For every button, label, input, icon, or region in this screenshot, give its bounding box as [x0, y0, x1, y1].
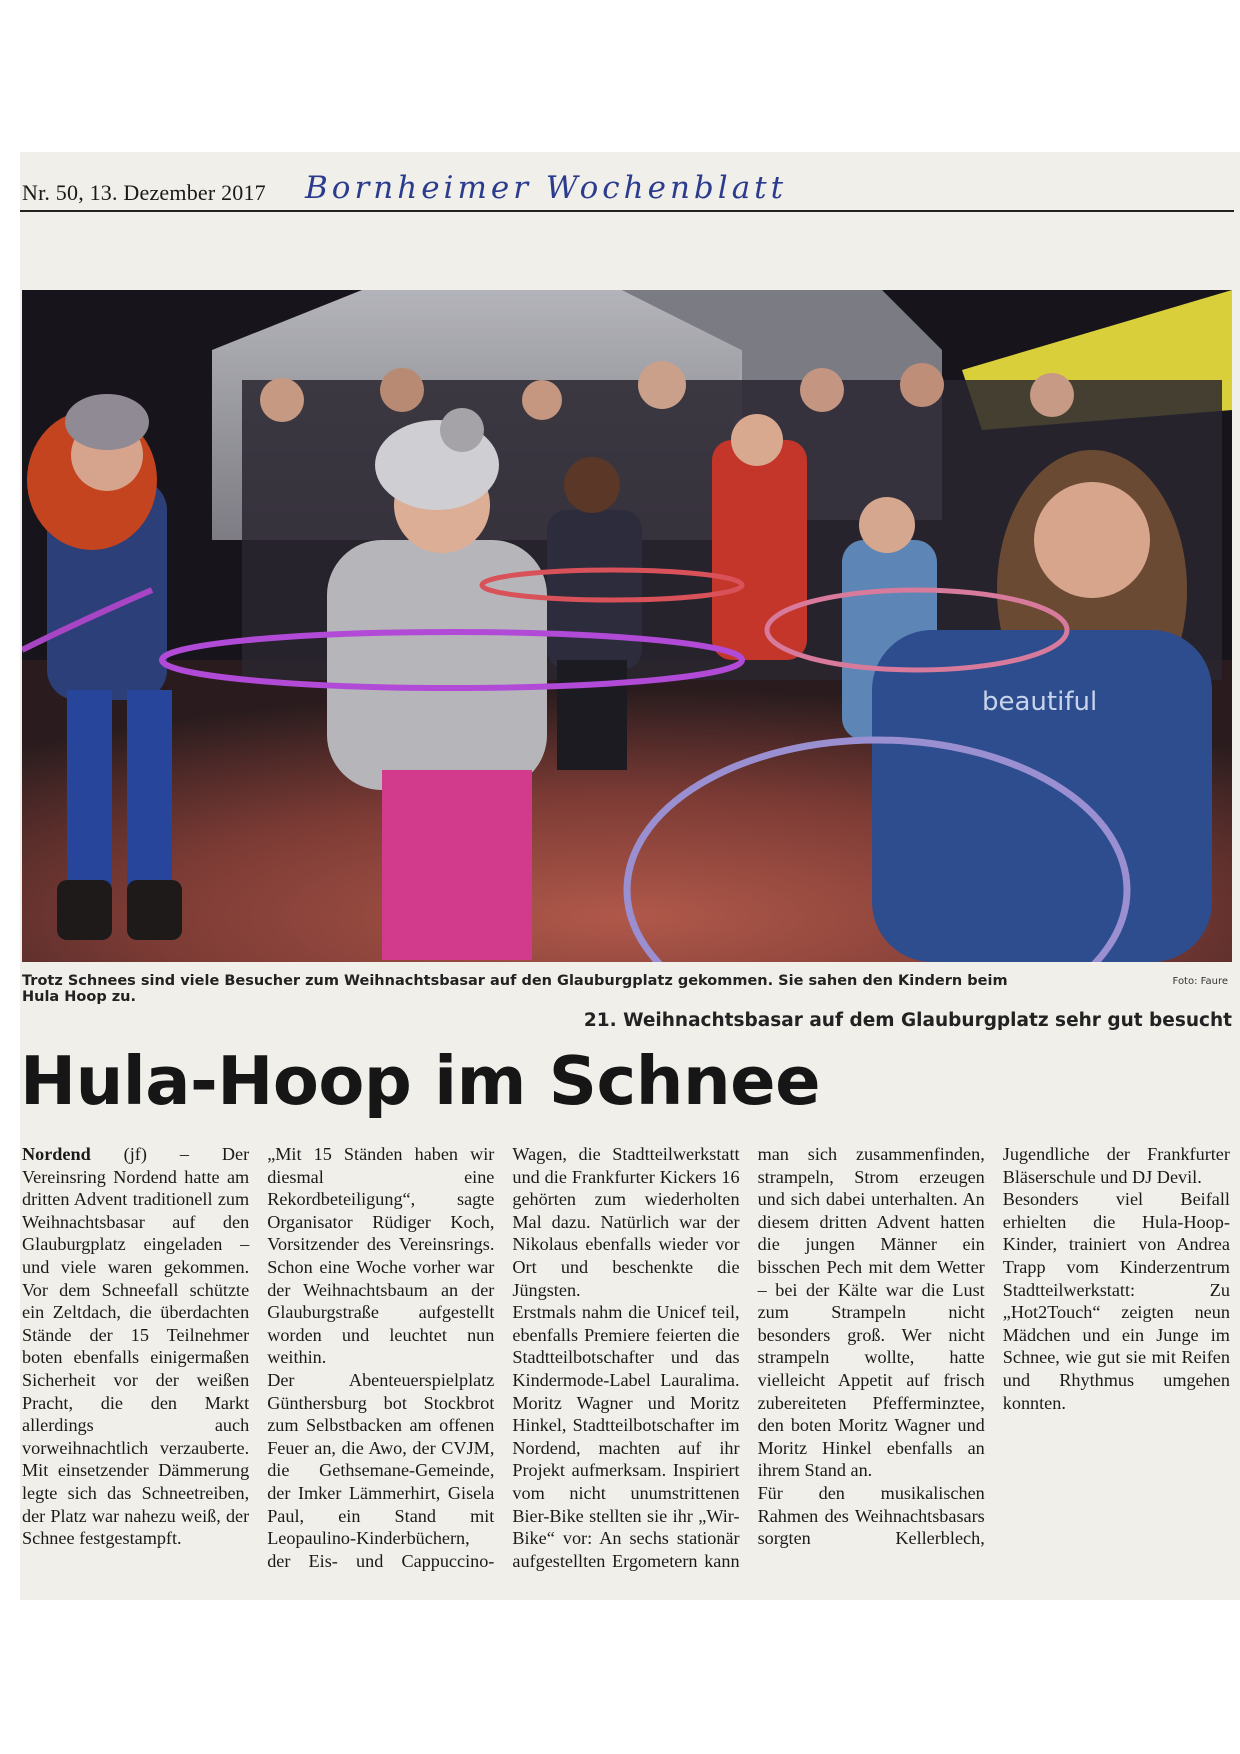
article-photo [22, 290, 1232, 962]
photo-credit: Foto: Faure [1172, 976, 1228, 987]
article-paragraph: Erstmals nahm die Unicef teil, ebenfalls Premiere feierten die Stadtteilbotschafter und das Kindermode-Label Lauralima. Moritz Wagner und Moritz Hinkel, Stadtteilbotschafter im Nordend, machten auf ihr Projekt aufmerksam. Inspiriert vom nicht unumstrittenen Bier-Bike stellten sie ihr „Wir-Bike“ vor: An sechs stationär aufgestellten Ergometern kann man sich zusammenfinden, strampeln, Strom erzeugen und sich dabei unterhalten. An diesem dritten Advent hatten die jungen Männer ein bisschen Pech mit dem Wetter – bei der Kälte war die Lust zum Strampeln nicht besonders groß. Wer nicht strampeln wollte, hatte vielleicht Appetit auf frisch zubereiteten Pfefferminztee, den boten Moritz Wagner und Moritz Hinkel ebenfalls an ihrem Stand an. [512, 1144, 985, 1571]
article-paragraph: „Mit 15 Ständen haben wir diesmal eine Rekordbeteiligung“, sagte Organisator Rüdiger Koch, Vorsitzender des Vereinsrings. Schon eine Woche vorher war der Weihnachtsbaum an der Glauburgstraße aufgestellt worden und leuchtet nun weithin. [267, 1144, 495, 1368]
article-paragraph [22, 1143, 249, 1550]
photo-caption: Trotz Schnees sind viele Besucher zum Weihnachtsbasar auf den Glauburgplatz gekommen. Sie sahen den Kindern beim Hula Hoop zu. [22, 973, 1008, 1005]
article-paragraph: Der Abenteuerspielplatz Günthersburg bot Stockbrot zum Selbstbacken am offenen Feuer an, die Awo, der CVJM, die Gethsemane-Gemeinde, der Imker Lämmerhirt, Gisela Paul, ein Stand mit Leopaulino-Kinderbüchern, der Eis- und Cappuccino-Wagen, die Stadtteilwerkstatt und die Frankfurter Kickers 16 gehörten zum wiederholten Mal dazu. Natürlich war der Nikolaus ebenfalls wieder vor Ort und beschenkte die Jüngsten. [267, 1144, 740, 1571]
handwritten-source: Bornheimer Wochenblatt [305, 170, 788, 206]
article-body [22, 1143, 1230, 1583]
article-headline: Hula-Hoop im Schnee [20, 1042, 821, 1120]
shirt-text: beautiful [982, 687, 1098, 717]
issue-date: Nr. 50, 13. Dezember 2017 [22, 180, 266, 205]
article-paragraph: Für den musikalischen Rahmen des Weihnachtsbasars sorgten Kellerblech, Jugendliche der Frankfurter Bläserschule und DJ Devil. [757, 1144, 1230, 1549]
paragraph-text: (jf) – Der Vereinsring Nordend hatte am dritten Advent traditionell zum Weihnachtsbasar auf den Glauburgplatz eingeladen – und viele waren gekommen. Vor dem Schneefall schützte ein Zeltdach, die überdachten Stände der 15 Teilnehmer boten ebenfalls einigermaßen Sicherheit vor der weißen Pracht, die den Markt allerdings auch vorweihnachtlich verzauberte. Mit einsetzender Dämmerung legte sich das Schneetreiben, der Platz war nahezu weiß, der Schnee festgestampft. [22, 1144, 250, 1549]
header-rule [20, 210, 1234, 212]
article-paragraph: Besonders viel Beifall erhielten die Hula-Hoop-Kinder, trainiert von Andrea Trapp vom Kinderzentrum Stadtteilwerkstatt: Zu „Hot2Touch“ zeigten neun Mädchen und ein Junge im Schnee, wie gut sie mit Reifen und Rhythmus umgehen konnten. [1002, 1189, 1230, 1413]
article-dateline: Nordend [22, 1144, 91, 1164]
article-subtitle: 21. Weihnachtsbasar auf dem Glauburgplatz sehr gut besucht [583, 1010, 1232, 1031]
